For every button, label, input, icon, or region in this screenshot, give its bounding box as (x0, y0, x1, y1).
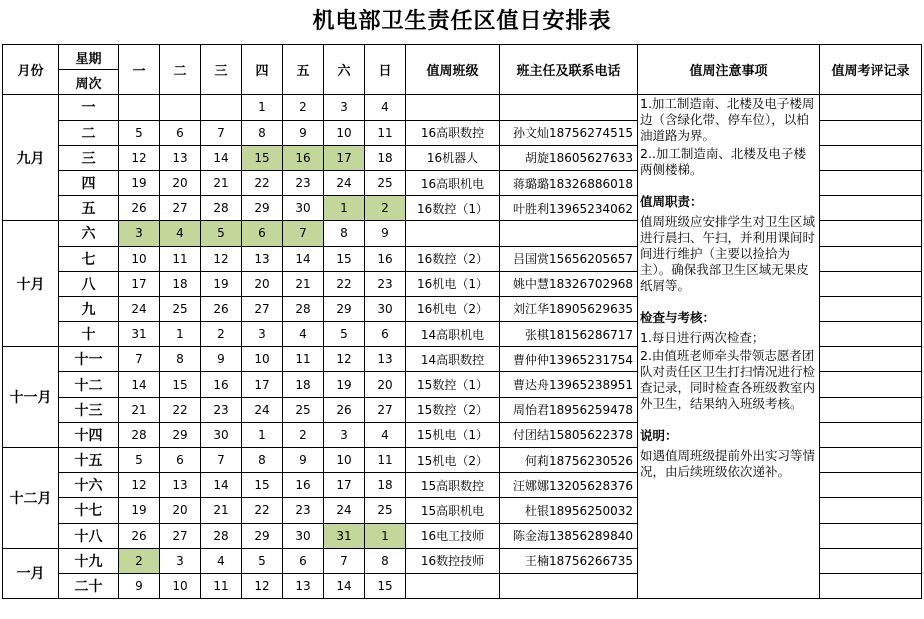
day-cell: 9 (119, 573, 160, 598)
week-number-cell: 十八 (59, 523, 119, 548)
duty-class-cell: 16机电（1） (406, 271, 500, 296)
teacher-contact-cell: 张棋18156286717 (500, 322, 638, 347)
week-number-cell: 十三 (59, 397, 119, 422)
day-cell: 14 (119, 372, 160, 397)
evaluation-record-cell[interactable] (820, 196, 922, 221)
day-cell: 24 (119, 296, 160, 321)
notes-check-heading: 检查与考核： (640, 310, 716, 326)
day-cell: 8 (160, 347, 201, 372)
day-cell: 21 (201, 170, 242, 195)
evaluation-record-cell[interactable] (820, 448, 922, 473)
day-cell: 5 (119, 120, 160, 145)
evaluation-record-cell[interactable] (820, 422, 922, 447)
day-cell: 2 (365, 196, 406, 221)
evaluation-record-cell[interactable] (820, 120, 922, 145)
day-cell: 30 (283, 196, 324, 221)
day-cell: 24 (324, 498, 365, 523)
day-header-thu: 四 (242, 45, 283, 95)
day-cell: 3 (324, 422, 365, 447)
day-cell: 10 (324, 448, 365, 473)
day-cell: 15 (365, 573, 406, 598)
day-cell: 28 (283, 296, 324, 321)
day-cell: 15 (324, 246, 365, 271)
day-cell: 25 (160, 296, 201, 321)
header-row-1 (3, 45, 922, 70)
day-cell: 7 (201, 120, 242, 145)
duty-class-cell: 15数控（1） (406, 372, 500, 397)
week-number-cell: 四 (59, 170, 119, 195)
duty-class-cell: 14高职机电 (406, 322, 500, 347)
day-cell: 31 (119, 322, 160, 347)
day-cell: 16 (283, 473, 324, 498)
notes-area-1: 1.加工制造南、北楼及电子楼周边（含绿化带、停车位），以柏油道路为界。 (640, 96, 815, 144)
day-cell (160, 95, 201, 120)
page-title: 机电部卫生责任区值日安排表 (312, 9, 612, 34)
day-cell: 8 (324, 221, 365, 246)
week-number-cell: 十六 (59, 473, 119, 498)
evaluation-record-cell[interactable] (820, 347, 922, 372)
evaluation-record-cell[interactable] (820, 95, 922, 120)
week-number-cell: 十四 (59, 422, 119, 447)
day-cell: 11 (201, 573, 242, 598)
month-cell: 十二月 (3, 448, 59, 549)
eval-header: 值周考评记录 (820, 45, 922, 95)
day-cell: 25 (365, 498, 406, 523)
teacher-contact-cell: 曹达舟13965238951 (500, 372, 638, 397)
evaluation-record-cell[interactable] (820, 145, 922, 170)
duty-class-cell (406, 573, 500, 598)
duty-class-cell (406, 95, 500, 120)
day-cell: 13 (160, 473, 201, 498)
week-number-cell: 十 (59, 322, 119, 347)
day-cell: 4 (365, 422, 406, 447)
day-cell: 26 (119, 196, 160, 221)
week-number-cell: 五 (59, 196, 119, 221)
day-cell: 20 (242, 271, 283, 296)
notes-duty-heading: 值周职责： (640, 194, 703, 210)
day-cell: 1 (242, 422, 283, 447)
month-cell: 十一月 (3, 347, 59, 448)
day-cell: 9 (365, 221, 406, 246)
day-cell: 20 (365, 372, 406, 397)
week-number-cell: 八 (59, 271, 119, 296)
day-cell: 18 (283, 372, 324, 397)
day-cell: 27 (242, 296, 283, 321)
day-cell: 8 (242, 448, 283, 473)
day-cell: 4 (201, 548, 242, 573)
day-cell: 27 (160, 523, 201, 548)
day-cell: 13 (365, 347, 406, 372)
duty-class-cell: 16高职数控 (406, 120, 500, 145)
week-number-cell: 十九 (59, 548, 119, 573)
teacher-contact-cell: 蒋璐璐18326886018 (500, 170, 638, 195)
notes-area-2: 2..加工制造南、北楼及电子楼两侧楼梯。 (640, 146, 806, 178)
day-cell: 29 (242, 523, 283, 548)
day-cell: 15 (160, 372, 201, 397)
day-cell: 20 (160, 170, 201, 195)
duty-class-cell: 15机电（1） (406, 422, 500, 447)
day-cell: 27 (160, 196, 201, 221)
day-cell: 2 (119, 548, 160, 573)
duty-class-cell: 16高职机电 (406, 170, 500, 195)
day-cell: 12 (119, 473, 160, 498)
day-cell: 16 (283, 145, 324, 170)
day-cell: 6 (283, 548, 324, 573)
week-number-cell: 十五 (59, 448, 119, 473)
day-cell: 22 (242, 170, 283, 195)
day-cell: 30 (283, 523, 324, 548)
day-cell: 17 (242, 372, 283, 397)
day-cell: 1 (365, 523, 406, 548)
day-cell: 3 (119, 221, 160, 246)
teacher-contact-cell: 曹仲仲13965231754 (500, 347, 638, 372)
day-cell: 21 (283, 271, 324, 296)
day-cell: 5 (242, 548, 283, 573)
day-cell: 5 (324, 322, 365, 347)
day-cell: 10 (119, 246, 160, 271)
day-cell: 10 (160, 573, 201, 598)
day-cell: 21 (119, 397, 160, 422)
notes-check-1: 1.每日进行两次检查； (640, 330, 765, 346)
day-cell: 20 (160, 498, 201, 523)
day-cell: 31 (324, 523, 365, 548)
day-cell (201, 95, 242, 120)
day-cell: 12 (201, 246, 242, 271)
day-cell: 12 (324, 347, 365, 372)
duty-class-cell: 15高职机电 (406, 498, 500, 523)
day-cell: 14 (201, 145, 242, 170)
day-cell: 9 (283, 120, 324, 145)
day-cell: 23 (283, 498, 324, 523)
day-cell: 8 (365, 548, 406, 573)
day-cell: 4 (283, 322, 324, 347)
day-cell: 28 (201, 196, 242, 221)
duty-class-cell: 14高职数控 (406, 347, 500, 372)
day-cell: 26 (201, 296, 242, 321)
teacher-contact-cell: 周怡君18956259478 (500, 397, 638, 422)
day-cell: 3 (242, 322, 283, 347)
day-cell: 5 (119, 448, 160, 473)
day-cell: 6 (365, 322, 406, 347)
day-cell: 13 (160, 145, 201, 170)
day-cell: 29 (242, 196, 283, 221)
duty-class-cell: 16数控（1） (406, 196, 500, 221)
day-cell: 1 (160, 322, 201, 347)
teacher-contact-cell: 汪娜娜13205628376 (500, 473, 638, 498)
teacher-contact-cell: 陈金海13856289840 (500, 523, 638, 548)
day-cell: 16 (365, 246, 406, 271)
day-cell: 6 (160, 448, 201, 473)
week-number-cell: 二十 (59, 573, 119, 598)
day-cell: 15 (242, 145, 283, 170)
week-number-cell: 六 (59, 221, 119, 246)
day-cell: 3 (324, 95, 365, 120)
teacher-contact-cell: 何莉18756230526 (500, 448, 638, 473)
day-header-sat: 六 (324, 45, 365, 95)
day-cell: 4 (160, 221, 201, 246)
day-cell: 22 (242, 498, 283, 523)
day-cell: 14 (324, 573, 365, 598)
day-cell: 3 (160, 548, 201, 573)
week-number-cell: 三 (59, 145, 119, 170)
duty-schedule-table (2, 44, 922, 599)
week-number-cell: 十七 (59, 498, 119, 523)
day-cell: 24 (242, 397, 283, 422)
day-cell: 11 (160, 246, 201, 271)
teacher-contact-cell (500, 221, 638, 246)
day-cell: 30 (201, 422, 242, 447)
day-cell: 25 (365, 170, 406, 195)
evaluation-record-cell[interactable] (820, 397, 922, 422)
day-cell: 2 (201, 322, 242, 347)
day-cell: 11 (365, 448, 406, 473)
teacher-contact-cell: 叶胜利13965234062 (500, 196, 638, 221)
day-cell: 9 (201, 347, 242, 372)
notes-duty-text: 值周班级应安排学生对卫生区域进行晨扫、午扫，并利用课间时间进行维护（主要以捡拾为主）。确保我部卫生区域无果皮纸屑等。 (640, 214, 816, 294)
day-cell: 17 (119, 271, 160, 296)
evaluation-record-cell[interactable] (820, 170, 922, 195)
day-cell: 7 (324, 548, 365, 573)
day-cell: 26 (119, 523, 160, 548)
day-cell: 2 (283, 422, 324, 447)
evaluation-record-cell[interactable] (820, 523, 922, 548)
evaluation-record-cell[interactable] (820, 296, 922, 321)
day-cell: 4 (365, 95, 406, 120)
evaluation-record-cell[interactable] (820, 246, 922, 271)
teacher-contact-cell: 姚中慧18326702968 (500, 271, 638, 296)
day-cell: 6 (242, 221, 283, 246)
day-cell: 17 (324, 473, 365, 498)
day-cell: 23 (365, 271, 406, 296)
evaluation-record-cell[interactable] (820, 322, 922, 347)
duty-class-cell: 16机电（2） (406, 296, 500, 321)
day-cell: 14 (201, 473, 242, 498)
week-number-cell: 七 (59, 246, 119, 271)
month-header: 月份 (3, 45, 59, 95)
day-cell: 17 (324, 145, 365, 170)
day-cell: 29 (160, 422, 201, 447)
evaluation-record-cell[interactable] (820, 221, 922, 246)
week-number-cell: 一 (59, 95, 119, 120)
day-cell: 15 (242, 473, 283, 498)
day-cell: 28 (201, 523, 242, 548)
day-cell: 23 (201, 397, 242, 422)
day-cell: 19 (119, 170, 160, 195)
day-cell (119, 95, 160, 120)
day-cell: 7 (201, 448, 242, 473)
weekday-header: 星期 (59, 45, 119, 70)
duty-class-cell (406, 221, 500, 246)
day-cell: 18 (365, 145, 406, 170)
day-header-fri: 五 (283, 45, 324, 95)
week-no-header: 周次 (59, 70, 119, 95)
day-cell: 14 (283, 246, 324, 271)
month-cell: 九月 (3, 95, 59, 221)
day-header-mon: 一 (119, 45, 160, 95)
day-cell: 7 (283, 221, 324, 246)
teacher-contact-cell: 孙文灿18756274515 (500, 120, 638, 145)
day-cell: 29 (324, 296, 365, 321)
teacher-contact-cell (500, 95, 638, 120)
evaluation-record-cell[interactable] (820, 473, 922, 498)
week-number-cell: 九 (59, 296, 119, 321)
day-cell: 16 (201, 372, 242, 397)
duty-class-cell: 15数控（2） (406, 397, 500, 422)
week-number-cell: 二 (59, 120, 119, 145)
table-row (3, 95, 922, 120)
evaluation-record-cell[interactable] (820, 271, 922, 296)
duty-class-cell: 16数控技师 (406, 548, 500, 573)
day-cell: 19 (324, 372, 365, 397)
evaluation-record-cell[interactable] (820, 573, 922, 598)
day-cell: 13 (283, 573, 324, 598)
day-cell: 1 (324, 196, 365, 221)
day-cell: 23 (283, 170, 324, 195)
day-cell: 24 (324, 170, 365, 195)
duty-class-cell: 16电工技师 (406, 523, 500, 548)
day-cell: 19 (201, 271, 242, 296)
class-header: 值周班级 (406, 45, 500, 95)
evaluation-record-cell[interactable] (820, 372, 922, 397)
day-cell: 22 (160, 397, 201, 422)
month-cell: 十月 (3, 221, 59, 347)
duty-class-cell: 16机器人 (406, 145, 500, 170)
day-cell: 21 (201, 498, 242, 523)
notes-remark-heading: 说明： (640, 428, 678, 444)
notes-remark-text: 如遇值周班级提前外出实习等情况，由后续班级依次递补。 (640, 448, 816, 480)
evaluation-record-cell[interactable] (820, 548, 922, 573)
duty-class-cell: 16数控（2） (406, 246, 500, 271)
day-cell: 8 (242, 120, 283, 145)
day-cell: 11 (283, 347, 324, 372)
day-cell: 13 (242, 246, 283, 271)
day-cell: 30 (365, 296, 406, 321)
teacher-contact-cell: 刘江华18905629635 (500, 296, 638, 321)
day-cell: 10 (324, 120, 365, 145)
teacher-contact-cell: 王楠18756266735 (500, 548, 638, 573)
day-cell: 25 (283, 397, 324, 422)
duty-class-cell: 15高职数控 (406, 473, 500, 498)
notes-check-2: 2.由值班老师牵头带领志愿者团队对责任区卫生打扫情况进行检查记录，同时检查各班级教室内外卫生，结果纳入班级考核。 (640, 348, 816, 412)
duty-notes-cell (638, 95, 820, 599)
week-number-cell: 十一 (59, 347, 119, 372)
day-header-tue: 二 (160, 45, 201, 95)
day-cell: 7 (119, 347, 160, 372)
day-cell: 28 (119, 422, 160, 447)
day-cell: 12 (242, 573, 283, 598)
teacher-contact-cell: 杜银18956250032 (500, 498, 638, 523)
teacher-contact-cell (500, 573, 638, 598)
month-cell: 一月 (3, 548, 59, 598)
teacher-contact-cell: 付团结15805622378 (500, 422, 638, 447)
teacher-contact-cell: 吕国赏15656205657 (500, 246, 638, 271)
day-cell: 11 (365, 120, 406, 145)
day-cell: 5 (201, 221, 242, 246)
evaluation-record-cell[interactable] (820, 498, 922, 523)
day-cell: 26 (324, 397, 365, 422)
day-cell: 1 (242, 95, 283, 120)
day-cell: 22 (324, 271, 365, 296)
teacher-header: 班主任及联系电话 (500, 45, 638, 95)
week-number-cell: 十二 (59, 372, 119, 397)
day-cell: 19 (119, 498, 160, 523)
day-header-sun: 日 (365, 45, 406, 95)
day-cell: 12 (119, 145, 160, 170)
day-header-wed: 三 (201, 45, 242, 95)
day-cell: 18 (160, 271, 201, 296)
notes-header: 值周注意事项 (638, 45, 820, 95)
teacher-contact-cell: 胡旋18605627633 (500, 145, 638, 170)
day-cell: 27 (365, 397, 406, 422)
day-cell: 9 (283, 448, 324, 473)
day-cell: 2 (283, 95, 324, 120)
day-cell: 6 (160, 120, 201, 145)
duty-class-cell: 15机电（2） (406, 448, 500, 473)
day-cell: 10 (242, 347, 283, 372)
day-cell: 18 (365, 473, 406, 498)
